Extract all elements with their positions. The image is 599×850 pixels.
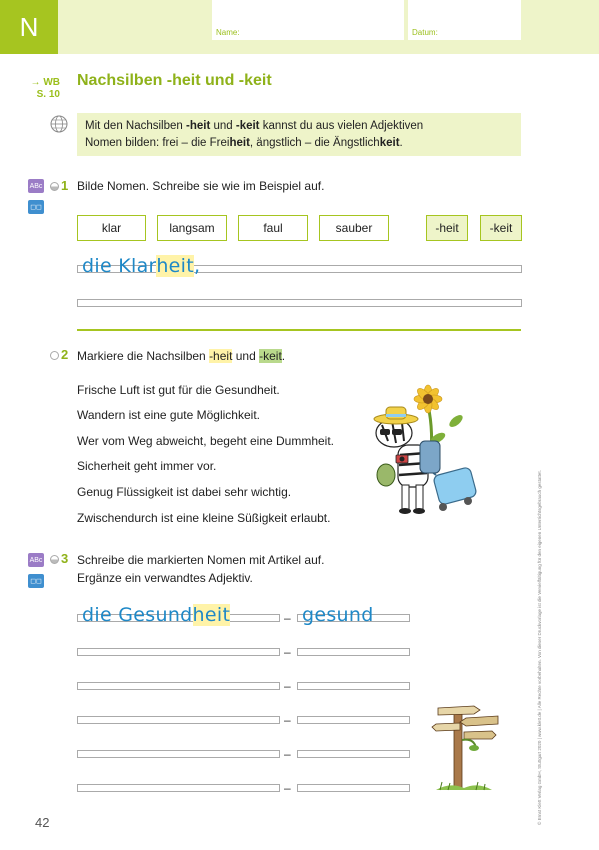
adjective-writing-line[interactable] [297, 784, 410, 792]
dash: – [284, 747, 291, 761]
noun-writing-line[interactable] [77, 750, 280, 758]
task1-instruction: Bilde Nomen. Schreibe sie wie im Beispiel auf. [77, 179, 325, 193]
info-suffix-heit: -heit [186, 120, 211, 132]
signpost-illustration [430, 698, 502, 796]
info-text: Nomen bilden: frei – die Frei [85, 137, 230, 149]
writing-line[interactable] [77, 299, 522, 307]
difficulty-marker [50, 182, 59, 191]
word-box: faul [238, 215, 308, 241]
date-label: Datum: [412, 28, 438, 37]
sentence[interactable]: Sicherheit geht immer vor. [77, 459, 217, 473]
dash: – [284, 781, 291, 795]
difficulty-marker [50, 351, 59, 360]
workbook-reference [24, 77, 60, 101]
example-noun [82, 604, 230, 626]
task3-instruction-line1: Schreibe die markierten Nomen mit Artikel auf. [77, 553, 325, 567]
sentence[interactable]: Wer vom Weg abweicht, begeht eine Dummheit. [77, 434, 335, 448]
task2-instruction [77, 349, 285, 363]
dash: – [284, 611, 291, 625]
instr-text: . [281, 349, 286, 363]
dash: – [284, 645, 291, 659]
word-box: klar [77, 215, 146, 241]
sentence[interactable]: Zwischendurch ist eine kleine Süßigkeit erlaubt. [77, 511, 331, 525]
section-divider [77, 329, 521, 331]
info-text: und [210, 120, 236, 132]
info-bold: heit [229, 137, 250, 149]
name-field[interactable] [212, 0, 404, 40]
example-text: die Gesund [82, 604, 193, 626]
suffix-heit-highlight: -heit [209, 349, 233, 363]
suffix-box-keit: -keit [480, 215, 522, 241]
adjective-writing-line[interactable] [297, 648, 410, 656]
suffix-box-heit: -heit [426, 215, 468, 241]
info-text: kannst du aus vielen Adjektiven [259, 120, 424, 132]
page-title: Nachsilben -heit und -keit [77, 72, 272, 89]
sentence[interactable]: Wandern ist eine gute Möglichkeit. [77, 408, 260, 422]
info-suffix-keit: -keit [235, 120, 260, 132]
dash: – [284, 679, 291, 693]
wb-ref-line2: S. 10 [36, 89, 60, 100]
globe-icon [48, 113, 70, 135]
abc-badge: ABc [28, 553, 44, 567]
task-number: 3 [61, 551, 69, 566]
noun-writing-line[interactable] [77, 784, 280, 792]
example-answer [82, 255, 200, 277]
date-field[interactable] [408, 0, 521, 40]
example-text: die Klar [82, 255, 157, 277]
page-number: 42 [35, 815, 50, 830]
dash: – [284, 713, 291, 727]
copyright-text: © Ernst Klett Verlag GmbH, Stuttgart 2020 | www.klett.de | Alle Rechte vorbehalten. Von dieser Druckvorlage ist die Vervielfältigung für den eigenen Unterrichtsgebrauch gestattet. [537, 470, 542, 825]
example-adjective: gesund [302, 604, 374, 626]
wb-ref-line1: → WB [30, 77, 60, 88]
task-number: 1 [61, 178, 69, 193]
instr-text: und [232, 349, 260, 363]
name-label: Name: [216, 28, 240, 37]
example-suffix: heit [156, 255, 194, 277]
task-number: 2 [61, 347, 69, 362]
sentence[interactable]: Frische Luft ist gut für die Gesundheit. [77, 383, 280, 397]
sentence[interactable]: Genug Flüssigkeit ist dabei sehr wichtig. [77, 485, 292, 499]
example-suffix: heit [192, 604, 231, 626]
difficulty-marker [50, 555, 59, 564]
noun-writing-line[interactable] [77, 648, 280, 656]
info-box [77, 113, 521, 156]
zebra-illustration [368, 383, 488, 518]
adjective-writing-line[interactable] [297, 682, 410, 690]
word-box: langsam [157, 215, 227, 241]
instr-text: Markiere die Nachsilben [77, 349, 210, 363]
book-badge: ◻◻ [28, 574, 44, 588]
info-text: Mit den Nachsilben [85, 120, 186, 132]
suffix-keit-highlight: -keit [259, 349, 282, 363]
chapter-letter: N [0, 0, 58, 54]
adjective-writing-line[interactable] [297, 750, 410, 758]
book-badge: ◻◻ [28, 200, 44, 214]
info-bold: keit [379, 137, 400, 149]
adjective-writing-line[interactable] [297, 716, 410, 724]
noun-writing-line[interactable] [77, 682, 280, 690]
example-text: , [194, 255, 201, 277]
info-text: , ängstlich – die Ängstlich [249, 137, 380, 149]
task3-instruction-line2: Ergänze ein verwandtes Adjektiv. [77, 571, 253, 585]
info-text: . [399, 137, 403, 149]
noun-writing-line[interactable] [77, 716, 280, 724]
word-box: sauber [319, 215, 389, 241]
abc-badge: ABc [28, 179, 44, 193]
copyright-notice [535, 470, 545, 825]
